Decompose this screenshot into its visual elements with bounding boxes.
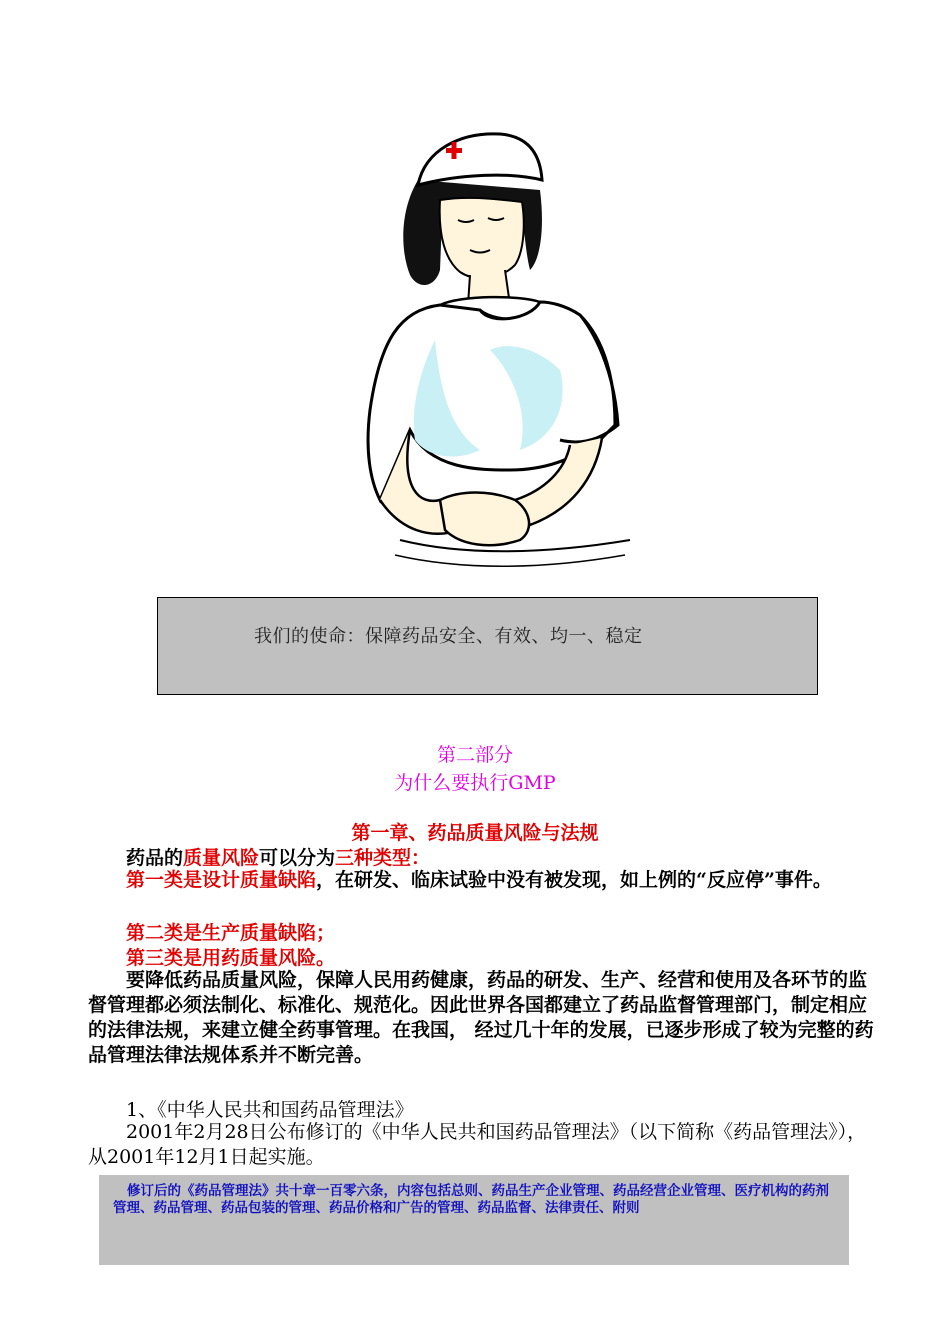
mission-box (157, 597, 818, 695)
intro-c: 可以分为 (259, 847, 336, 869)
summary-box (99, 1175, 849, 1265)
intro-a: 药品的 (126, 847, 184, 869)
mission-text: 我们的使命：保障药品安全、有效、均一、稳定 (254, 626, 643, 647)
part-subtitle: 为什么要执行GMP (394, 772, 556, 794)
type1-rest: ，在研发、临床试验中没有被发现，如上例的“反应停”事件。 (316, 869, 832, 891)
type2-label: 第二类是生产质量缺陷； (126, 922, 336, 944)
part-title: 第二部分 (436, 744, 513, 766)
nurse-illustration (340, 110, 640, 580)
type1-label: 第一类是设计质量缺陷 (126, 869, 317, 891)
main-paragraph: 要降低药品质量风险，保障人民用药健康，药品的研发、生产、经营和使用及各环节的监督管理都必须法制化、标准化、规范化。因此世界各国都建立了药品监督管理部门，制定相应的法律法规，来建立健全药事管理。在我国， 经过几十年的发展，已逐步形成了较为完整的药品管理法律法规体系并不断完善。 (88, 969, 874, 1066)
law-heading: 1、《中华人民共和国药品管理法》 (126, 1099, 414, 1121)
chapter-title: 第一章、药品质量风险与法规 (351, 822, 599, 844)
law-text: 2001年2月28日公布修订的《中华人民共和国药品管理法》（以下简称《药品管理法》），从2001年12月1日起实施。 (88, 1121, 867, 1168)
intro-line (126, 843, 430, 870)
type3-label: 第三类是用药质量风险。 (126, 947, 336, 969)
type1-paragraph (88, 868, 878, 893)
nurse-cap (418, 134, 542, 185)
summary-text: 修订后的《药品管理法》共十章一百零六条，内容包括总则、药品生产企业管理、药品经营企业管理、医疗机构的药剂管理、药品管理、药品包装的管理、药品价格和广告的管理、药品监督、法律责任、附则 (113, 1183, 829, 1216)
intro-quality-risk: 质量风险 (183, 847, 260, 869)
intro-three-types: 三种类型： (335, 847, 431, 869)
